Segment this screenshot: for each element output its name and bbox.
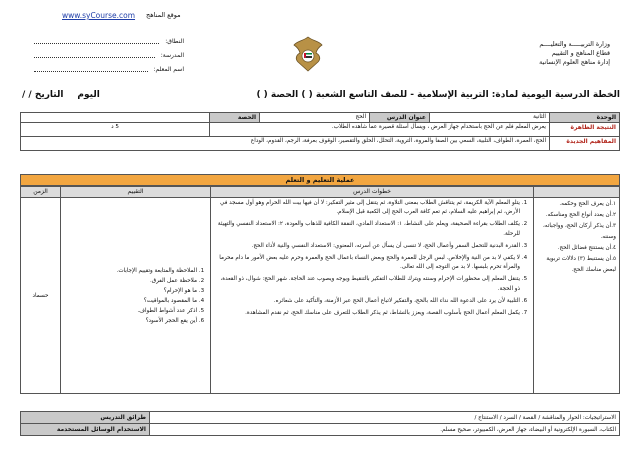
plan-title-bar (18, 88, 624, 102)
ministry-header (539, 40, 610, 67)
field-domain (34, 38, 184, 46)
resources-row (21, 424, 620, 436)
step-item: 3. القدرة البدنية للتحمل السفر وأعمال الحج، لا تنسى أن يسأل عن أسرته، المعنوي: الاستعداد النفسي والنية لأداء الحج. (214, 242, 520, 251)
assessment-cell (61, 198, 211, 394)
strategies-value: الاستراتيجيات: الحوار والمناقشة / القصة / السرد / الاستنتاج / (150, 412, 620, 424)
ministry-line-3: إدارة مناهج العلوم الإنسانية (539, 59, 610, 66)
field-school-line[interactable] (34, 52, 155, 58)
info-row-outcome (21, 123, 620, 137)
outcome-item: ٥.أن يستنبط (٣) دلالات تربوية لبعض مناسك الحج. (546, 256, 616, 273)
resources-label: الاستخدام الوسائل المستخدمة (21, 424, 150, 436)
outcome-item: ١.أن يعرف الحج وحكمه. (559, 201, 616, 207)
field-domain-label: النطاق: (165, 38, 184, 45)
assessment-item: 6. أين يقع الحجر الأسود؟ (64, 316, 197, 326)
info-row-unit (21, 113, 620, 123)
field-school (34, 52, 184, 60)
plan-meta (22, 90, 100, 100)
info-row-concepts (21, 137, 620, 151)
outcomes-header (534, 187, 620, 198)
site-label: موقع المناهج (146, 11, 181, 19)
plan-title: الخطة الدرسية اليومية لمادة: التربية الإسلامية - للصف التاسع الشعبة ( ) الحصة ( ) (256, 90, 620, 100)
lesson-title-label: عنوان الدرس (370, 113, 430, 123)
resources-value: الكتاب، السبورة الإلكترونية أو البيضاء، جهاز العرض، الكمبيوتر، صحيح مسلم. (150, 424, 620, 436)
step-item: 4. لا يكفي لا بد من النية والإخلاص. لبس الرجل للعمرة والحج وبعض النساء باعمال الحج والعمرة وحرم عليه بعض الأمور ما دام محرما والمرأة تحرم بلبسها. لا بد من التوجه إلى الله تعالى. (214, 254, 520, 272)
step-item: 1. يتلو المعلم الآية الكريمة، ثم يتناقش الطلاب بمعنى التلاوة، ثم يتنقل إلى مثير التفكير: لا أن فيها بيت الله الحرام وهو أول مسجد في الأرض، ثم إبراهيم عليه السلام، ثم تعم كافة العرب الحج إلى الكعبة قبل الإسلام. (214, 199, 520, 217)
session-label: الحصة (210, 113, 260, 123)
lesson-title-value: الحج (260, 113, 370, 123)
assessment-item: 3. ما هو الإحرام؟ (64, 286, 197, 296)
strategies-label: طرائق التدريس (21, 412, 150, 424)
strategies-row (21, 412, 620, 424)
concepts-label: المفاهيم الجديدة (550, 137, 620, 151)
ministry-line-1: وزارة التربيـــــة والتعليــــم (539, 41, 610, 48)
time-cell: حسماد (21, 198, 61, 394)
process-header-row (21, 187, 620, 198)
lesson-info-table (20, 112, 620, 151)
outcome-item: ٤.أن يستنتج فضائل الحج. (557, 245, 616, 251)
outcomes-cell (534, 198, 620, 394)
field-teacher-line[interactable] (34, 66, 148, 72)
field-domain-line[interactable] (34, 38, 159, 44)
site-link[interactable]: www.syCourse.com (62, 11, 136, 20)
outcome-time: 5 د (21, 123, 210, 137)
field-teacher (34, 66, 184, 74)
ministry-line-2: قطاع المناهج و التقييم (551, 50, 610, 57)
assessment-item: 2. ملاحظة عمل الفرق. (64, 276, 197, 286)
process-table (20, 186, 620, 394)
step-item: 5. يتنقل المعلم إلى محظورات الإحرام وسنته ويترك للطلاب التفكير بالتنقيط ويوجه ويصوب عند الحاجة. شهر الحج: شوال، ذو القعدة، ذو الحجة. (214, 275, 520, 293)
assessment-item: 1. الملاحظة والمتابعة وتقييم الإجابات. (64, 266, 197, 276)
steps-header: خطوات الدرس (211, 187, 534, 198)
process-section (20, 174, 620, 394)
outcome-item: ٣.أن يذكر أركان الحج، وواجباته، وسننه. (543, 223, 616, 240)
steps-cell (211, 198, 534, 394)
outcome-label: النتيجة الظاهرة (550, 123, 620, 137)
assessment-item: 4. ما المقصود بالمواقيت؟ (64, 296, 197, 306)
header-fields (34, 38, 184, 80)
concepts-value: الحج، العمرة، الطواف، التلبية، السعي بين الصفا والمروة، التروية، التحلل، الحلق والتقصير، الوقوف بعرفة، الرجم، القدوم، الوداع (21, 137, 550, 151)
outcome-value: يعرض المعلم فلم عن الحج باستخدام جهاز العرض ، ويسأل أسئلة قصيرة عما شاهده الطلاب. (210, 123, 550, 137)
time-header: الزمن (21, 187, 61, 198)
uae-emblem-icon (291, 35, 325, 73)
process-body-row (21, 198, 620, 394)
step-item: 2. يكلف الطلاب بقراءة الصحيفة، ويعلم على النشاط، ١: الاستعداد المادي، النفقة الكافية للذهاب والعودة، ٢: الاستعداد النفسي والتهيئة للرحلة. (214, 220, 520, 238)
plan-day: اليوم (77, 90, 100, 100)
unit-value: الثانية (430, 113, 550, 123)
field-teacher-label: اسم المعلم: (153, 66, 184, 73)
process-title: عملية التعليم و التعلم (20, 174, 620, 186)
assessment-item: 5. اذكر عدد أشواط الطواف. (64, 306, 197, 316)
assessment-header: التقييم (61, 187, 211, 198)
session-value (21, 113, 210, 123)
outcome-item: ٢.أن يعدد أنواع الحج ومناسكه. (545, 212, 616, 218)
field-school-label: المدرسة: (160, 52, 184, 59)
step-item: 6. التلبية لأن يرد على الدعوة الله نداء الله بالحج، والتفكير لاتباع أعمال الحج عبر الأزمنة، والتأكيد على شعائره. (214, 297, 520, 306)
step-item: 7. يكمل المعلم أعمال الحج بأسلوب القصة، ويعزز بالنشاط، ثم يذكر الطلاب للتعرف على مناسك الحج، ثم نقدم المشاهدة. (214, 309, 520, 318)
unit-label: الوحدة (550, 113, 620, 123)
methods-table (20, 411, 620, 436)
plan-date: التاريخ / / (22, 90, 64, 100)
